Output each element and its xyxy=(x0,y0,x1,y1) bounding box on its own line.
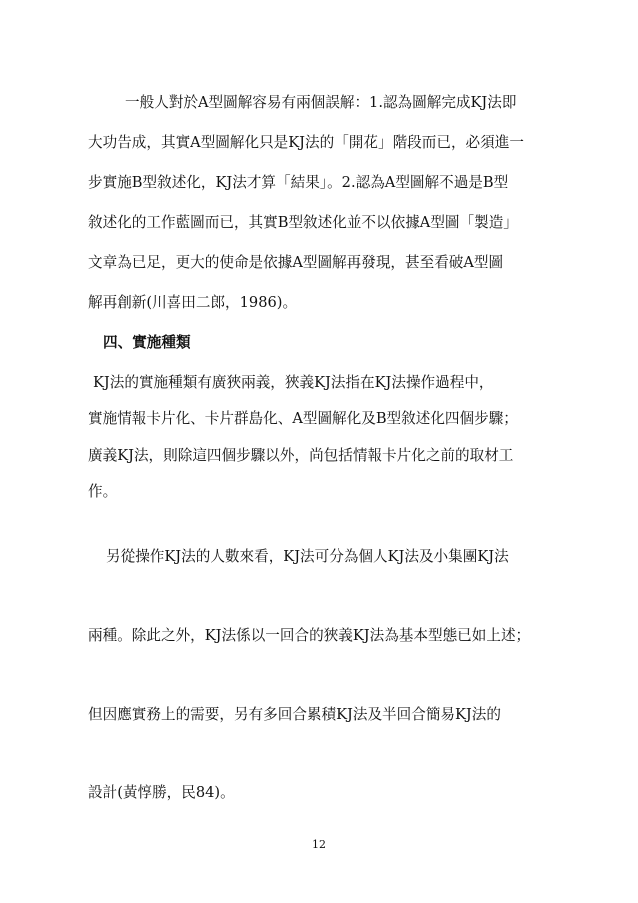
paragraph-3-line-4: 設計(黃惇勝，民84)。 xyxy=(88,784,235,801)
paragraph-1-line-6: 解再創新(川喜田二郎，1986)。 xyxy=(88,294,298,311)
paragraph-1-line-3: 步實施B型敘述化，KJ法才算「結果」。2.認為A型圖解不過是B型 xyxy=(88,174,509,191)
section-heading: 四、實施種類 xyxy=(103,334,191,351)
paragraph-2-line-1: KJ法的實施種類有廣狹兩義，狹義KJ法指在KJ法操作過程中， xyxy=(93,374,494,391)
paragraph-1-line-4: 敘述化的工作藍圖而已，其實B型敘述化並不以依據A型圖「製造」 xyxy=(88,214,518,231)
paragraph-3-line-1: 另從操作KJ法的人數來看，KJ法可分為個人KJ法及小集團KJ法 xyxy=(106,548,509,565)
paragraph-1-line-2: 大功告成，其實A型圖解化只是KJ法的「開花」階段而已，必須進一 xyxy=(88,134,524,151)
page-number: 12 xyxy=(312,838,326,851)
paragraph-3-line-2: 兩種。除此之外，KJ法係以一回合的狹義KJ法為基本型態已如上述； xyxy=(88,627,531,644)
paragraph-3-line-3: 但因應實務上的需要，另有多回合累積KJ法及半回合簡易KJ法的 xyxy=(88,706,501,723)
paragraph-2-line-3: 廣義KJ法，則除這四個步驟以外，尚包括情報卡片化之前的取材工 xyxy=(88,447,514,464)
paragraph-1-line-1: 一般人對於A型圖解容易有兩個誤解：1.認為圖解完成KJ法即 xyxy=(125,94,517,111)
paragraph-2-line-2: 實施情報卡片化、卡片群島化、A型圖解化及B型敘述化四個步驟； xyxy=(88,410,518,427)
paragraph-1-line-5: 文章為已足，更大的使命是依據A型圖解再發現，甚至看破A型圖 xyxy=(88,254,504,271)
paragraph-2-line-4: 作。 xyxy=(88,483,118,500)
